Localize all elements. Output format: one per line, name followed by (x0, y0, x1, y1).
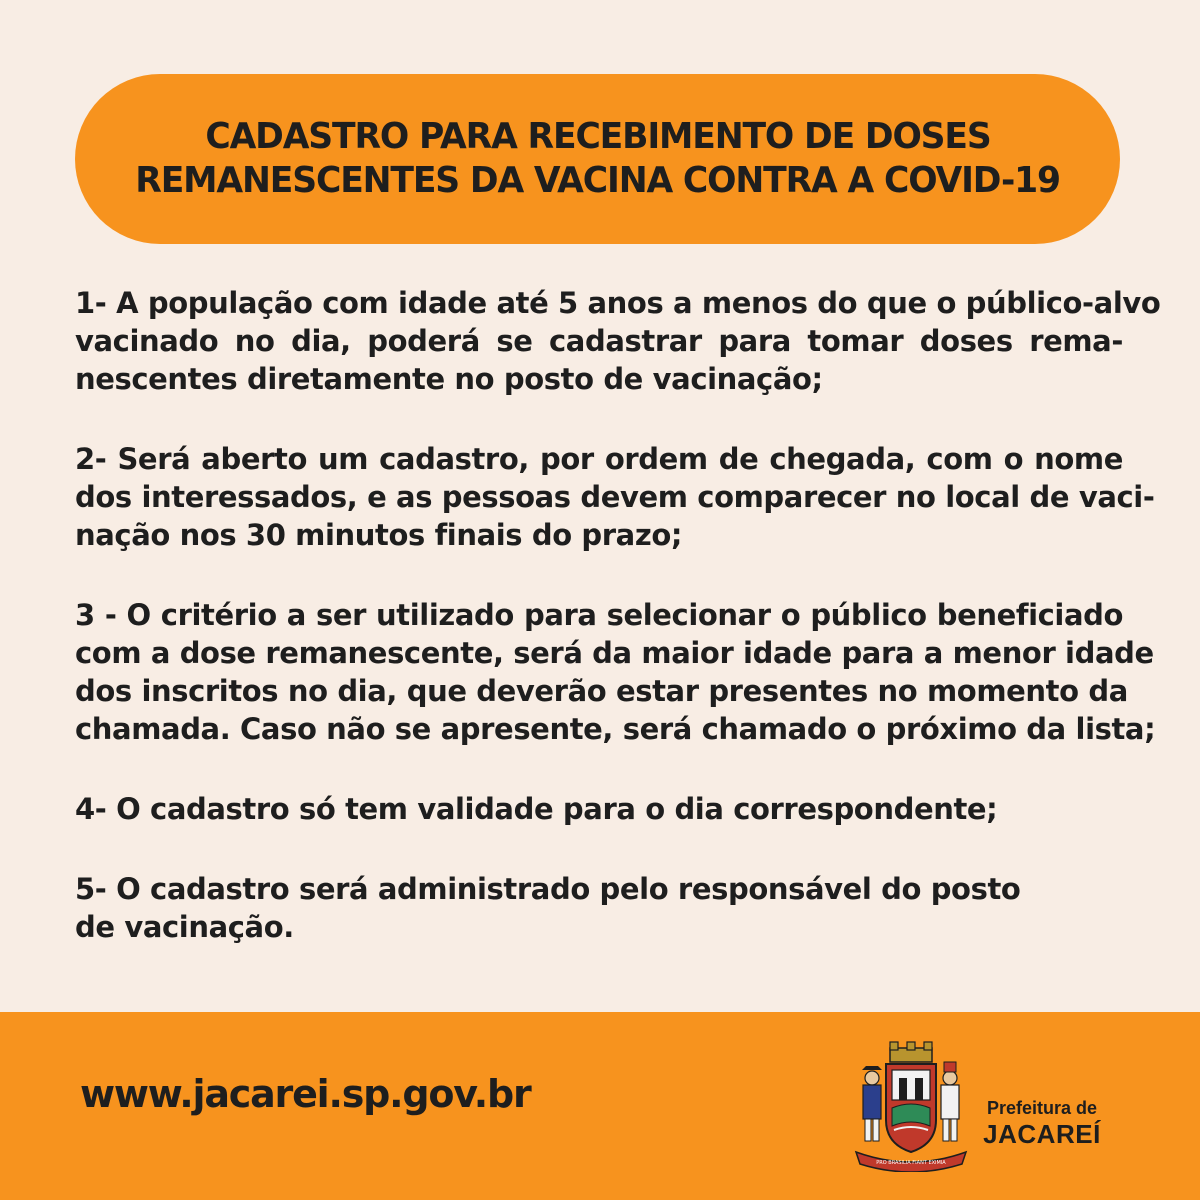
rule-item-5 (75, 870, 1123, 946)
rule-3-line-3: dos inscritos no dia, que deverão estar presentes no momento da (75, 674, 1128, 708)
rule-item-4 (75, 790, 1123, 828)
rule-item-1 (75, 284, 1161, 398)
rule-3-line-2: com a dose remanescente, será da maior idade para a menor idade (75, 636, 1154, 670)
title-line-2: REMANESCENTES DA VACINA CONTRA A COVID-19 (135, 160, 1060, 201)
coat-of-arms-icon (852, 1040, 970, 1172)
footer-bar (0, 1012, 1200, 1200)
crest-motto: PRO BRASILIA FIANT EXIMIA (876, 1160, 946, 1166)
rule-4-line-1: 4- O cadastro só tem validade para o dia correspondente; (75, 792, 998, 826)
rules-list (75, 284, 1161, 988)
rule-3-line-4: chamada. Caso não se apresente, será chamado o próximo da lista; (75, 712, 1156, 746)
rule-2-line-3: nação nos 30 minutos finais do prazo; (75, 518, 683, 552)
website-link[interactable]: www.jacarei.sp.gov.br (80, 1072, 531, 1116)
brand-line-1: Prefeitura de (986, 1098, 1098, 1118)
rule-3-line-1: 3 - O critério a ser utilizado para selecionar o público beneficiado (75, 598, 1123, 632)
rule-5-line-1: 5- O cadastro será administrado pelo responsável do posto (75, 872, 1021, 906)
rule-1-line-1: 1- A população com idade até 5 anos a menos do que o público-alvo (75, 286, 1161, 320)
title-line-1: CADASTRO PARA RECEBIMENTO DE DOSES (204, 116, 991, 157)
rule-1-line-2: vacinado no dia, poderá se cadastrar para tomar doses rema- (75, 324, 1123, 358)
title-banner (75, 74, 1120, 244)
rule-2-line-1: 2- Será aberto um cadastro, por ordem de chegada, com o nome (75, 442, 1123, 476)
rule-2-line-2: dos interessados, e as pessoas devem comparecer no local de vaci- (75, 480, 1155, 514)
rule-item-2 (75, 440, 1155, 554)
rule-5-line-2: de vacinação. (75, 910, 294, 944)
brand-line-2: JACAREÍ (983, 1119, 1101, 1149)
rule-1-line-3: nescentes diretamente no posto de vacinação; (75, 362, 823, 396)
rule-item-3 (75, 596, 1156, 748)
brand-name (972, 1098, 1112, 1150)
